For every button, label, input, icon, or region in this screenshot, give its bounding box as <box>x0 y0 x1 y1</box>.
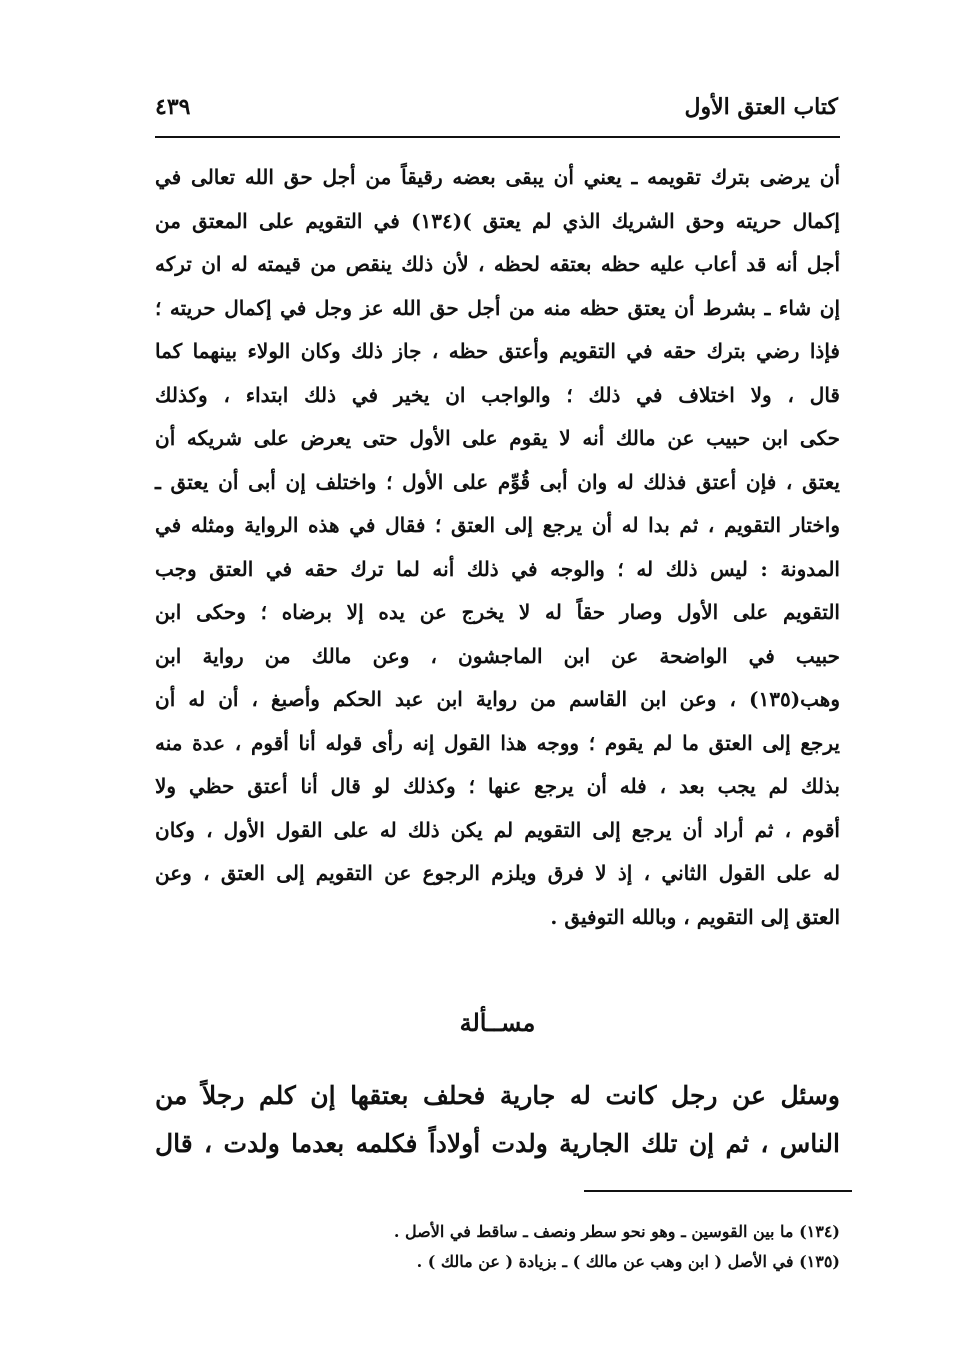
main-text <box>155 156 840 939</box>
text-line: يرجع إلى العتق ما لم يقوم ؛ ووجه هذا القول إنه رأى قوله أنا أقوم ، عدة منه <box>155 730 840 755</box>
running-title: كتاب العتق الأول <box>684 94 838 120</box>
section-text <box>155 1072 840 1168</box>
page-number: ٤٣٩ <box>155 94 191 120</box>
text-line: حبيب في الواضحة عن ابن الماجشون ، وعن مالك من رواية ابن <box>155 643 840 668</box>
text-line: المدونة : ليس ذلك له ؛ والوجه في ذلك أنه لما ترك حقه في العتق وجب <box>155 556 840 581</box>
text-line: قال ، ولا اختلاف في ذلك ؛ والواجب ان يخير في ذلك ابتداء ، وكذلك <box>155 382 840 407</box>
text-line: فإذا رضي بترك حقه في التقويم وأعتق حظه ، جاز ذلك وكان الولاء بينهما كما <box>155 339 840 363</box>
text-line: له على القول الثاني ، إذ لا فرق ويلزم الرجوع عن التقويم إلى العتق ، وعن <box>155 861 840 885</box>
text-line: أن يرضى بترك تقويمه ـ يعني أن يبقى بعضه رقيقاً من أجل حق الله تعالى في <box>155 165 840 189</box>
text-line: يعتق ، فإن أعتق فذلك له وان أبى قُوِّم على الأول ؛ واختلف إن أبى أن يعتق ـ <box>155 469 840 494</box>
text-line: التقويم على الأول وصار حقاً له لا يخرج عن يده إلا برضاه ؛ وحكى ابن <box>155 600 840 624</box>
footnote-divider <box>584 1190 852 1192</box>
text-line: إكمال حريته وحق الشريك الذي لم يعتق )(١٣٤) في التقويم على المعتق من <box>155 208 840 233</box>
footnotes <box>155 1217 840 1277</box>
text-line: العتق إلى التقويم ، وبالله التوفيق . <box>550 904 840 929</box>
text-line: أجل أنه قد أعاب عليه حظه بعتقه لحظه ، لأن ذلك ينقص من قيمته له ان تركه <box>155 252 840 276</box>
header-divider <box>155 136 840 138</box>
text-line: إن شاء ـ بشرط أن يعتق حظه منه من أجل حق الله عز وجل في إكمال حريته ؛ <box>155 295 840 320</box>
footnote: (١٣٥) في الأصل ( ابن وهب عن مالك ) ـ بزيادة ( عن مالك ) . <box>416 1252 840 1271</box>
text-line: واختار التقويم ، ثم بدا له أن يرجع إلى العتق ؛ فقال في هذه الرواية ومثله في <box>155 513 840 537</box>
page-header <box>155 94 838 134</box>
text-line: أقوم ، ثم أراد أن يرجع إلى التقويم لم يكن ذلك له على القول الأول ، وكان <box>155 817 840 842</box>
text-line: بذلك لم يجب بعد ، فله أن يرجع عنها ؛ وكذلك لو قال أنا أعتق حظي ولا <box>155 774 840 798</box>
text-line: حكى ابن حبيب عن مالك أنه لا يقوم على الأول حتى يعرض على شريكه أن <box>155 426 840 450</box>
section-heading: مســألة <box>459 1008 536 1037</box>
text-line: وهب(١٣٥) ، وعن ابن القاسم من رواية ابن عبد الحكم وأصبغ ، أن له أن <box>155 687 840 711</box>
text-line: الناس ، ثم إن تلك الجارية ولدت أولاداً فكلمه بعدما ولدت ، قال <box>155 1129 840 1158</box>
text-line: وسئل عن رجل كانت له جارية فحلف بعتقها إن كلم رجلاً من <box>155 1081 840 1110</box>
footnote: (١٣٤) ما بين القوسين ـ وهو نحو سطر ونصف ـ ساقط في الأصل . <box>393 1222 840 1241</box>
